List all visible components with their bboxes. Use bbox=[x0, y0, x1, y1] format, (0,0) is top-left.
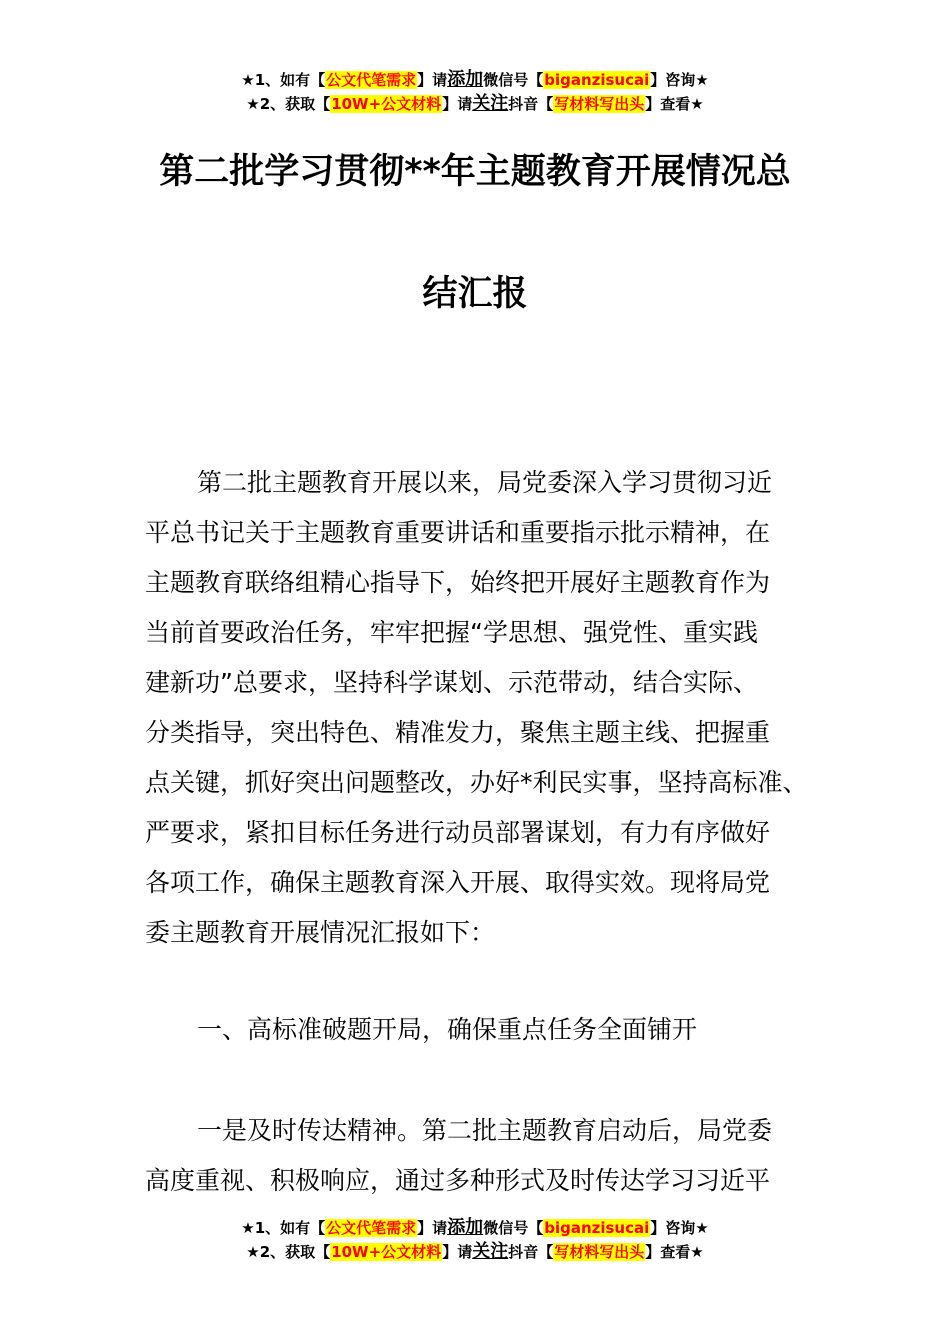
notice-emphasis: 关注 bbox=[472, 93, 509, 114]
paragraph-intro bbox=[145, 458, 835, 958]
notice-text: ★2、获取【 bbox=[246, 1243, 331, 1261]
notice-emphasis: 关注 bbox=[472, 1241, 509, 1262]
notice-highlight: 写材料写出头 bbox=[554, 95, 645, 113]
section-heading-text: 一、高标准破题开局，确保重点任务全面铺开 bbox=[197, 1015, 698, 1044]
paragraph-2 bbox=[145, 1106, 835, 1206]
notice-line-2 bbox=[0, 1240, 950, 1264]
notice-text: ★1、如有【 bbox=[241, 1219, 326, 1237]
notice-text: ★1、如有【 bbox=[241, 71, 326, 89]
notice-emphasis: 添加 bbox=[447, 69, 484, 90]
notice-text: 微信号【 bbox=[483, 1219, 544, 1237]
document-title-line-2: 结汇报 bbox=[422, 274, 528, 314]
notice-line-1 bbox=[0, 1216, 950, 1240]
notice-text: 抖音【 bbox=[508, 1243, 554, 1261]
notice-line-2 bbox=[0, 92, 950, 116]
notice-highlight: 10W+公文材料 bbox=[331, 1243, 442, 1261]
notice-text: ★2、获取【 bbox=[246, 95, 331, 113]
paragraph-line: 当前首要政治任务，牢牢把握“学思想、强党性、重实践 bbox=[145, 618, 758, 647]
section-heading bbox=[145, 1005, 835, 1055]
paragraph-line: 严要求，紧扣目标任务进行动员部署谋划，有力有序做好 bbox=[145, 818, 771, 847]
footer-notice bbox=[0, 1216, 950, 1264]
notice-line-1 bbox=[0, 68, 950, 92]
document-title-line-1: 第二批学习贯彻**年主题教育开展情况总 bbox=[159, 152, 791, 192]
notice-highlight: 公文代笔需求 bbox=[326, 1219, 417, 1237]
notice-text: 】请 bbox=[442, 95, 473, 113]
notice-text: 】咨询★ bbox=[650, 71, 709, 89]
paragraph-line: 分类指导，突出特色、精准发力，聚焦主题主线、把握重 bbox=[145, 718, 771, 747]
notice-text: 】查看★ bbox=[645, 95, 704, 113]
notice-text: 】请 bbox=[417, 1219, 448, 1237]
notice-text: 】查看★ bbox=[645, 1243, 704, 1261]
paragraph-line: 一是及时传达精神。第二批主题教育启动后，局党委 bbox=[197, 1116, 773, 1145]
paragraph-line: 高度重视、积极响应，通过多种形式及时传达学习习近平 bbox=[145, 1166, 771, 1195]
notice-text: 抖音【 bbox=[508, 95, 554, 113]
paragraph-line: 建新功”总要求，坚持科学谋划、示范带动，结合实际、 bbox=[145, 668, 758, 697]
notice-highlight: 写材料写出头 bbox=[554, 1243, 645, 1261]
paragraph-line: 平总书记关于主题教育重要讲话和重要指示批示精神，在 bbox=[145, 518, 771, 547]
paragraph-line: 主题教育联络组精心指导下，始终把开展好主题教育作为 bbox=[145, 568, 771, 597]
notice-emphasis: 添加 bbox=[447, 1217, 484, 1238]
notice-text: 】请 bbox=[417, 71, 448, 89]
notice-text: 】咨询★ bbox=[650, 1219, 709, 1237]
notice-highlight: biganzisucai bbox=[544, 1219, 650, 1237]
notice-text: 】请 bbox=[442, 1243, 473, 1261]
notice-text: 微信号【 bbox=[483, 71, 544, 89]
notice-highlight: 公文代笔需求 bbox=[326, 71, 417, 89]
paragraph-line: 第二批主题教育开展以来，局党委深入学习贯彻习近 bbox=[197, 468, 773, 497]
header-notice bbox=[0, 68, 950, 116]
notice-highlight: biganzisucai bbox=[544, 71, 650, 89]
notice-highlight: 10W+公文材料 bbox=[331, 95, 442, 113]
paragraph-line: 点关键，抓好突出问题整改，办好*利民实事，坚持高标准、 bbox=[145, 768, 808, 797]
paragraph-line: 各项工作，确保主题教育深入开展、取得实效。现将局党 bbox=[145, 868, 771, 897]
paragraph-line: 委主题教育开展情况汇报如下： bbox=[145, 918, 496, 947]
